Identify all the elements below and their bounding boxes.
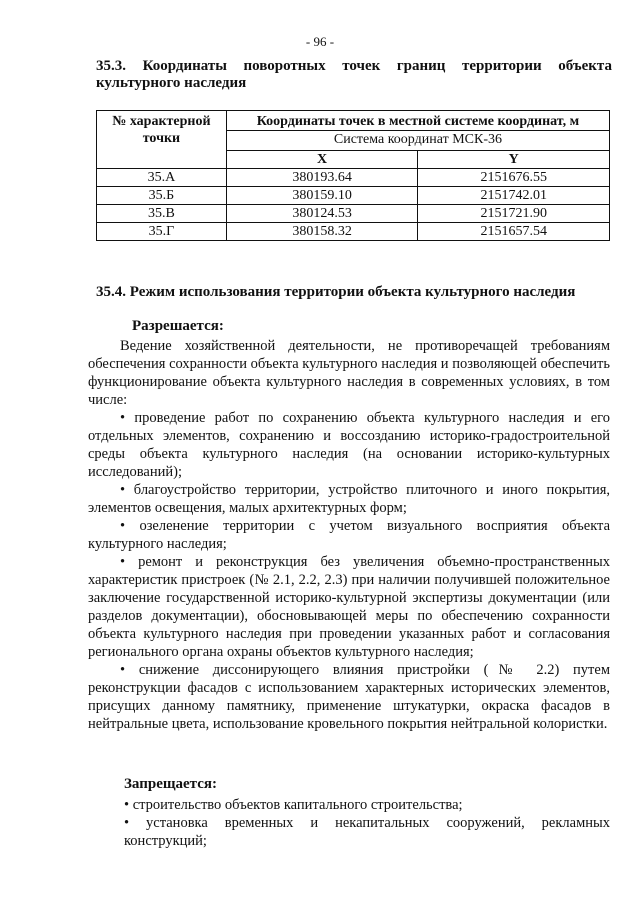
table-row xyxy=(97,169,610,187)
allowed-intro: Ведение хозяйственной деятельности, не противоречащей требованиям обеспечения сохранности объекта культурного наследия и позволяющей обеспечить функционирование объекта культурного наследия в современных условиях, в том числе: xyxy=(88,338,610,408)
table-row xyxy=(97,223,610,241)
x-value: 380124.53 xyxy=(226,205,418,223)
page-number: - 96 - xyxy=(305,34,335,49)
allowed-item: • озеленение территории с учетом визуального восприятия объекта культурного наследия; xyxy=(88,517,610,553)
section-35-4-title: 35.4. Режим использования территории объекта культурного наследия xyxy=(96,284,576,300)
point-id: 35.Г xyxy=(97,223,227,241)
forbidden-item: • установка временных и некапитальных сооружений, рекламных конструкций; xyxy=(124,814,610,850)
col-coords-header: Координаты точек в местной системе координат, м xyxy=(226,111,609,131)
coord-system-label: Система координат МСК-36 xyxy=(226,131,609,151)
allowed-item: • проведение работ по сохранению объекта культурного наследия и его отдельных элементов, сохранению и воссозданию историко-градостроительной среды объекта культурного наследия (на основании историко-культурных исследований); xyxy=(88,409,610,481)
point-id: 35.Б xyxy=(97,187,227,205)
forbidden-section xyxy=(124,796,610,850)
table-row xyxy=(97,205,610,223)
x-value: 380193.64 xyxy=(226,169,418,187)
y-value: 2151721.90 xyxy=(418,205,610,223)
allowed-item: • благоустройство территории, устройство плиточного и иного покрытия, элементов освещения, малых архитектурных форм; xyxy=(88,481,610,517)
y-value: 2151657.54 xyxy=(418,223,610,241)
x-value: 380159.10 xyxy=(226,187,418,205)
x-header: X xyxy=(226,151,418,169)
allowed-item: • снижение диссонирующего влияния пристройки (№ 2.2) путем реконструкции фасадов с использованием характерных исторических элементов, присущих данному памятнику, применение штукатурки, окраска фасадов в нейтральные цвета, использование кровельного покрытия нейтральной колористки. xyxy=(88,661,610,733)
allowed-heading: Разрешается: xyxy=(132,318,224,334)
section-35-3-title: 35.3. Координаты поворотных точек границ территории объекта культурного наследия xyxy=(96,58,612,91)
col-point-header: № характерной точки xyxy=(97,111,227,169)
y-value: 2151742.01 xyxy=(418,187,610,205)
forbidden-item: • строительство объектов капитального строительства; xyxy=(124,796,610,814)
allowed-item: • ремонт и реконструкция без увеличения объемно-пространственных характеристик пристроек (№ 2.1, 2.2, 2.3) при наличии получившей положительное заключение государственной историко-культурной экспертизы документации (или разделов документации), обосновывающей меры по обеспечению сохранности объекта культурного наследия при проведении указанных работ и согласования регионального органа охраны объектов культурного наследия; xyxy=(88,553,610,661)
allowed-section xyxy=(88,337,610,733)
coordinates-table xyxy=(96,110,610,241)
y-header: Y xyxy=(418,151,610,169)
forbidden-heading: Запрещается: xyxy=(124,776,218,792)
x-value: 380158.32 xyxy=(226,223,418,241)
point-id: 35.В xyxy=(97,205,227,223)
point-id: 35.А xyxy=(97,169,227,187)
y-value: 2151676.55 xyxy=(418,169,610,187)
table-row xyxy=(97,187,610,205)
